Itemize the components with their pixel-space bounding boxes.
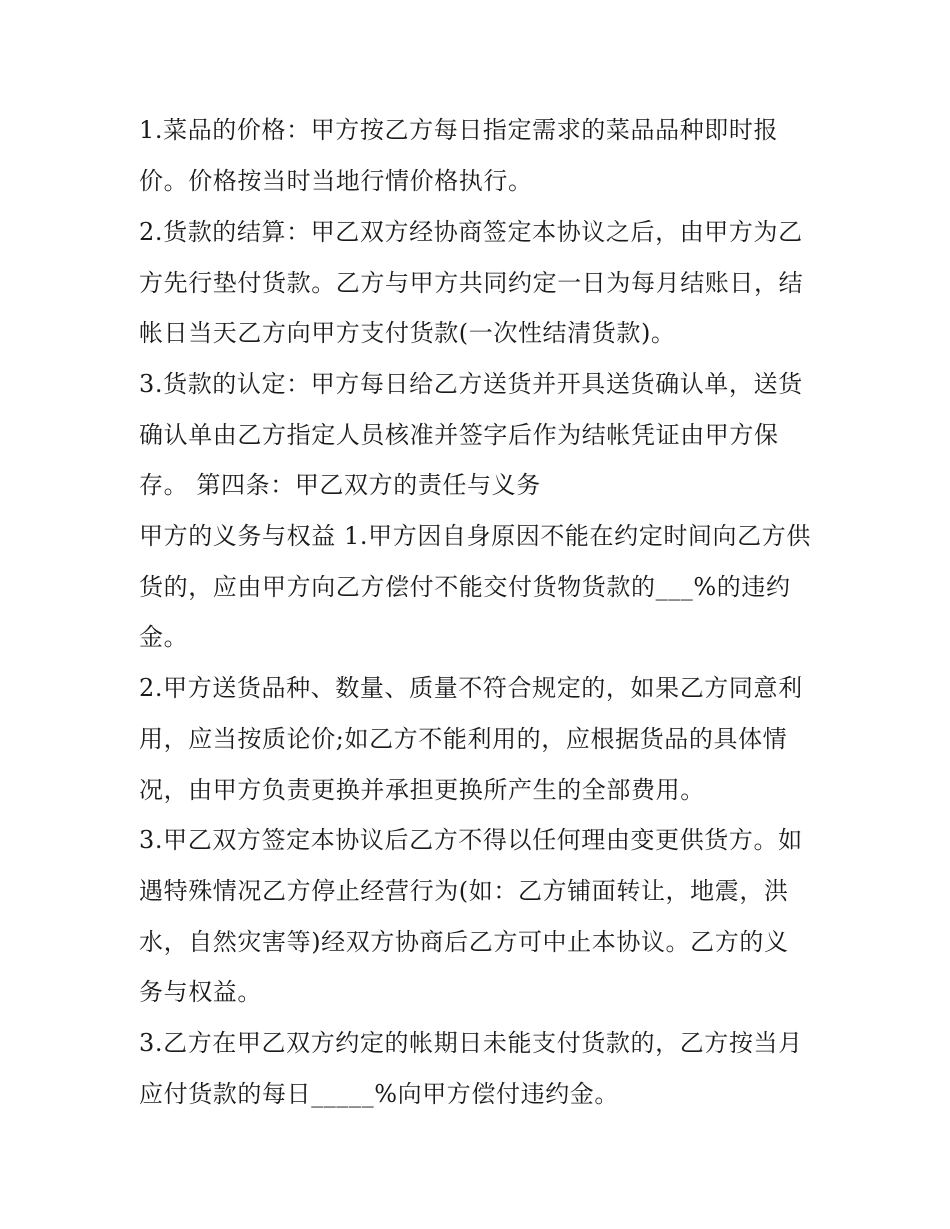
text-line: 方先行垫付货款。乙方与甲方共同约定一日为每月结账日，结: [139, 269, 804, 297]
text-line: 甲方的义务与权益 1.甲方因自身原因不能在约定时间向乙方供: [139, 522, 811, 550]
text-line: 水，自然灾害等)经双方协商后乙方可中止本协议。乙方的义: [139, 928, 789, 956]
text-line: 货的，应由甲方向乙方偿付不能交付货物货款的___%的违约: [139, 573, 791, 601]
text-line: 遇特殊情况乙方停止经营行为(如：乙方铺面转让，地震，洪: [139, 877, 789, 905]
text-line: 金。: [139, 623, 189, 651]
text-line: 价。价格按当时当地行情价格执行。: [139, 167, 533, 195]
text-line: 存。 第四条：甲乙双方的责任与义务: [139, 471, 541, 499]
text-line: 1.菜品的价格：甲方按乙方每日指定需求的菜品品种即时报: [139, 116, 779, 144]
text-line: 用，应当按质论价;如乙方不能利用的，应根据货品的具体情: [139, 725, 788, 753]
text-line: 3.乙方在甲乙双方约定的帐期日未能支付货款的，乙方按当月: [139, 1029, 803, 1057]
text-line: 应付货款的每日_____%向甲方偿付违约金。: [139, 1080, 620, 1108]
text-line: 2.甲方送货品种、数量、质量不符合规定的，如果乙方同意利: [139, 674, 803, 702]
text-line: 确认单由乙方指定人员核准并签字后作为结帐凭证由甲方保: [139, 421, 779, 449]
text-line: 帐日当天乙方向甲方支付货款(一次性结清货款)。: [139, 319, 676, 347]
text-line: 务与权益。: [139, 978, 262, 1006]
text-line: 2.货款的结算：甲乙双方经协商签定本协议之后，由甲方为乙: [139, 218, 803, 246]
text-line: 3.甲乙双方签定本协议后乙方不得以任何理由变更供货方。如: [139, 826, 803, 854]
text-line: 3.货款的认定：甲方每日给乙方送货并开具送货确认单，送货: [139, 370, 803, 398]
text-line: 况，由甲方负责更换并承担更换所产生的全部费用。: [139, 776, 705, 804]
